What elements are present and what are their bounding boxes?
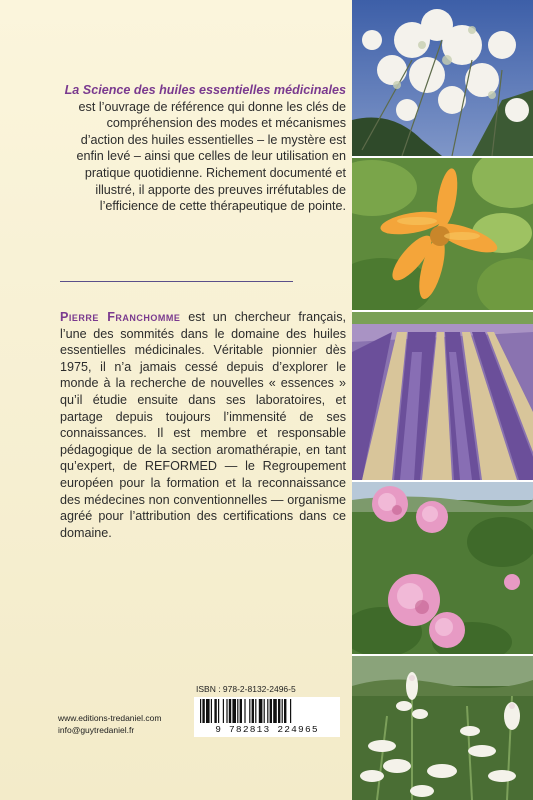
barcode-bar (240, 699, 242, 723)
barcode-bar (282, 699, 283, 723)
barcode-bar (229, 699, 231, 723)
intro-text: est l’ouvrage de référence qui donne les clés de compréhension des modes et mécanismes d’action des huiles essentielles – le mystère est enfin levé – ainsi que celles de leur utilisation en pratique quotidienne. Richement documenté et illustré, il apporte des preuves irréfutables de l’efficience de cette thérapeutique de pointe. (76, 99, 346, 214)
barcode-bar (255, 699, 256, 723)
barcode-bar (249, 699, 250, 723)
barcode-bars (194, 697, 340, 725)
publisher-website-link[interactable]: www.editions-tredaniel.com (58, 713, 162, 723)
barcode-bar (270, 699, 272, 723)
tea-tree-flowers-photo (352, 0, 533, 156)
book-title: La Science des huiles essentielles médicinales (64, 83, 346, 97)
barcode-bar (237, 699, 238, 723)
author-bio (60, 309, 346, 541)
publisher-contacts (58, 712, 161, 736)
photo-strip (352, 0, 533, 800)
section-divider (60, 281, 293, 282)
barcode-bar (200, 699, 201, 723)
barcode-bar (223, 699, 224, 723)
publisher-email-link[interactable]: info@guytredaniel.fr (58, 725, 135, 735)
barcode-bar (252, 699, 254, 723)
barcode-bar (284, 699, 286, 723)
barcode-bar (202, 699, 204, 723)
magnolia-flower-photo (352, 158, 533, 310)
barcode-bar (211, 699, 212, 723)
barcode-bar (264, 699, 265, 723)
barcode-bar (214, 699, 216, 723)
barcode-bar (244, 699, 245, 723)
barcode-bar (226, 699, 227, 723)
barcode-bar (259, 699, 263, 723)
barcode-bar (218, 699, 219, 723)
isbn-label: ISBN : 978-2-8132-2496-5 (196, 684, 296, 694)
barcode-bar (273, 699, 277, 723)
barcode-bar (267, 699, 268, 723)
barcode-bar (206, 699, 210, 723)
tuberose-flowers-photo (352, 656, 533, 800)
lavender-field-photo (352, 312, 533, 480)
author-name: Pierre Franchomme (60, 310, 181, 324)
barcode-digits: 9 782813 224965 (196, 724, 338, 736)
bio-text: est un chercheur français, l’une des sommités dans le domaine des huiles essentielles médicinales. Véritable pionnier dès 1975, il n’a jamais cessé depuis d’explorer le monde à la recherche de nouvelles « essences » qu’il étudie ensuite dans ses laboratoires, et partage depuis toujours l’immensité de ses connaissances. Il est membre et responsable pédagogique de la section aromathérapie, en tant qu’expert, de REFORMED — le Regroupement européen pour la formation et la reconnaissance des médecines non conventionnelles — organisme agréé pour l’attribution des certifications dans ce domaine. (60, 310, 347, 540)
barcode-bar (278, 699, 280, 723)
rose-bush-photo (352, 482, 533, 654)
barcode-bar (232, 699, 236, 723)
barcode-bar (290, 699, 291, 723)
intro-paragraph (60, 82, 346, 215)
